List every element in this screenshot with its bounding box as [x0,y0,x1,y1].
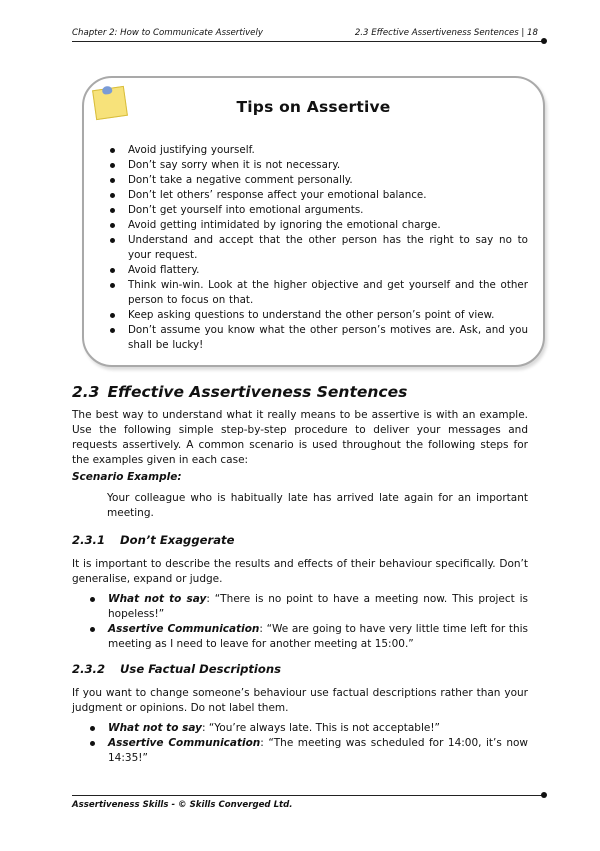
example-text: : “There is no point to have a meeting now. This project is hopeless!” [108,593,528,620]
scenario-label: Scenario Example: [72,471,182,483]
example-list [90,592,528,652]
section-title: Effective Assertiveness Sentences [107,383,408,401]
header-rule-dot [541,38,547,44]
subsection-text: It is important to describe the results and effects of their behaviour specifically. Don’t generalise, expand or judge. [72,558,528,585]
example-label: Assertive Communication [108,737,261,749]
scenario-text: Your colleague who is habitually late has arrived late again for an important meeting. [107,492,528,519]
subsection-number: 2.3.2 [72,662,106,676]
subsection-text: If you want to change someone’s behaviour use factual descriptions rather than your judgment or opinions. Do not label them. [72,687,528,714]
example-item [90,721,528,736]
example-label: What not to say [108,593,207,605]
subsection-heading [72,662,281,676]
tips-list [110,143,528,353]
header-chapter: Chapter 2: How to Communicate Assertively [72,28,263,38]
example-item [90,622,528,652]
page-header [72,26,542,40]
tips-item: Don’t let others’ response affect your emotional balance. [110,188,528,203]
header-section-page: 2.3 Effective Assertiveness Sentences | 18 [354,28,538,38]
subsection-title: Use Factual Descriptions [120,662,282,676]
example-text: : “You’re always late. This is not acceptable!” [201,722,440,734]
section-heading [72,383,407,401]
tips-item: Don’t get yourself into emotional arguments. [110,203,528,218]
example-item [90,592,528,622]
tips-item: Keep asking questions to understand the other person’s point of view. [110,308,528,323]
page-footer: Assertiveness Skills - © Skills Converged Ltd. [72,800,293,810]
section-intro: The best way to understand what it really means to be assertive is with an example. Use the following simple step-by-step procedure to deliver your messages and requests assertively. A common scenario is used throughout the following steps for the examples given in each case: [72,409,528,466]
pin-icon [102,86,113,95]
tips-title: Tips on Assertive [236,98,391,116]
tips-item: Don’t take a negative comment personally. [110,173,528,188]
subsection-number: 2.3.1 [72,533,106,547]
tips-item: Avoid getting intimidated by ignoring the emotional charge. [110,218,528,233]
tips-item: Avoid justifying yourself. [110,143,528,158]
footer-rule [72,795,542,796]
example-list [90,721,528,766]
example-label: Assertive Communication [108,623,260,635]
tips-item: Don’t assume you know what the other person’s motives are. Ask, and you shall be lucky! [110,323,528,353]
tips-item: Avoid flattery. [110,263,528,278]
example-text: : “We are going to have very little time left for this meeting as I need to leave for another meeting at 15:00.” [108,623,528,650]
tips-item: Think win-win. Look at the higher objective and get yourself and the other person to focus on that. [110,278,528,308]
example-item [90,736,528,766]
footer-rule-dot [541,792,547,798]
example-text: : “The meeting was scheduled for 14:00, it’s now 14:35!” [108,737,528,764]
tips-item: Understand and accept that the other person has the right to say no to your request. [110,233,528,263]
subsection-title: Don’t Exaggerate [120,533,235,547]
section-number: 2.3 [72,383,100,401]
header-rule [72,41,542,42]
tips-item: Don’t say sorry when it is not necessary. [110,158,528,173]
example-label: What not to say [108,722,202,734]
subsection-heading [72,533,234,547]
